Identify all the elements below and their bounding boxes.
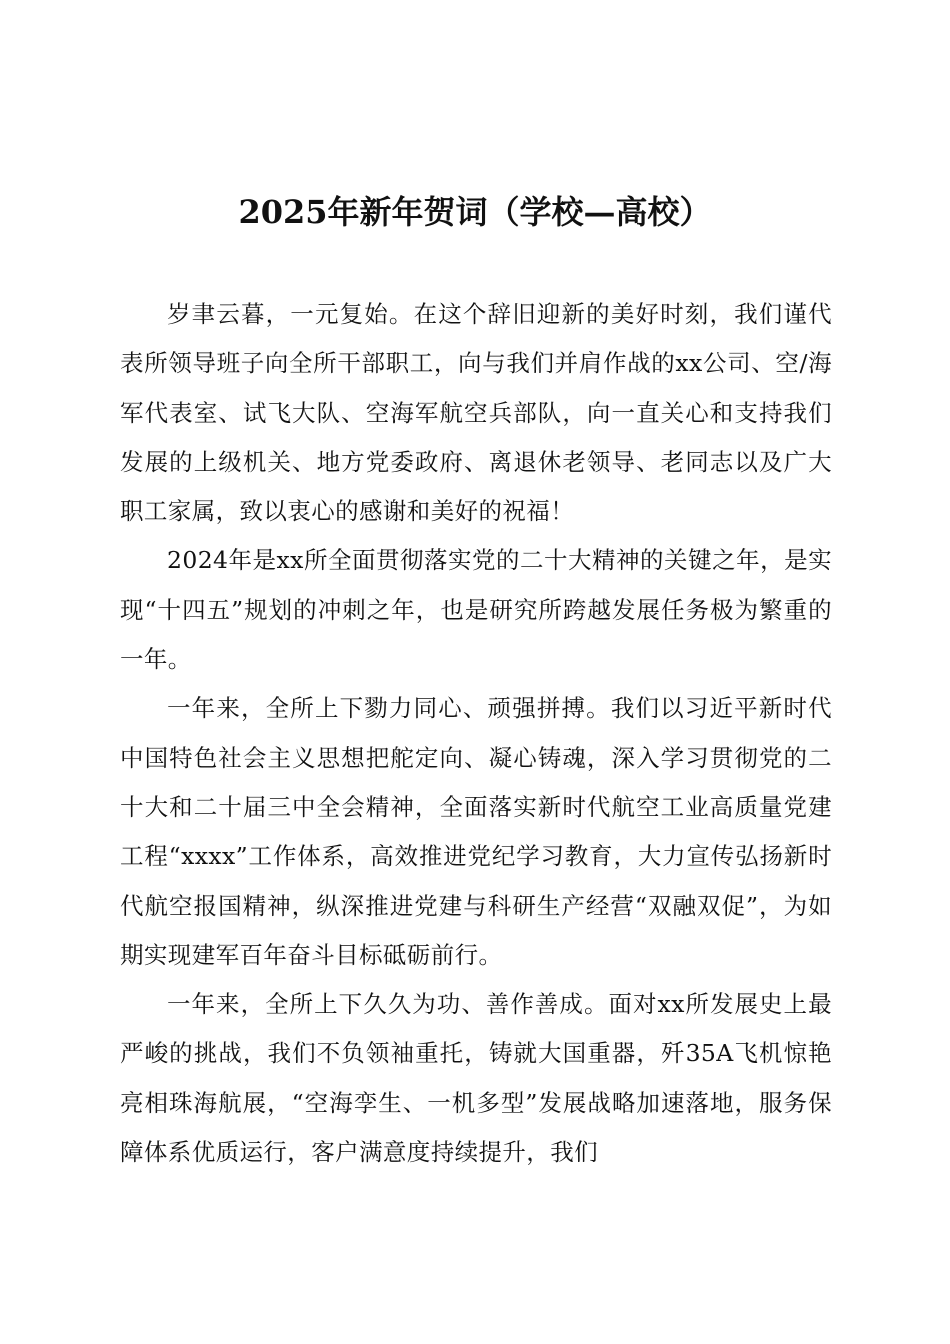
paragraph-party-building: 一年来，全所上下勠力同心、顽强拼搏。我们以习近平新时代中国特色社会主义思想把舵定向、凝心铸魂，深入学习贯彻党的二十大和二十届三中全会精神，全面落实新时代航空工业高质量党建工程“xxxx”工作体系，高效推进党纪学习教育，大力宣传弘扬新时代航空报国精神，纵深推进党建与科研生产经营“双融双促”，为如期实现建军百年奋斗目标砥砺前行。 bbox=[120, 694, 832, 969]
paragraph-2024-overview: 2024年是xx所全面贯彻落实党的二十大精神的关键之年，是实现“十四五”规划的冲刺之年，也是研究所跨越发展任务极为繁重的一年。 bbox=[120, 546, 832, 674]
paragraph-greeting: 岁聿云暮，一元复始。在这个辞旧迎新的美好时刻，我们谨代表所领导班子向全所干部职工，向与我们并肩作战的xx公司、空/海军代表室、试飞大队、空海军航空兵部队，向一直关心和支持我们发展的上级机关、地方党委政府、离退休老领导、老同志以及广大职工家属，致以衷心的感谢和美好的祝福！ bbox=[120, 300, 832, 526]
document-title: 2025年新年贺词（学校—高校） bbox=[238, 193, 712, 231]
paragraph-achievements: 一年来，全所上下久久为功、善作善成。面对xx所发展史上最严峻的挑战，我们不负领袖重托，铸就大国重器，歼35A飞机惊艳亮相珠海航展，“空海孪生、一机多型”发展战略加速落地，服务保障体系优质运行，客户满意度持续提升，我们 bbox=[120, 990, 832, 1167]
document-body bbox=[120, 290, 832, 1177]
